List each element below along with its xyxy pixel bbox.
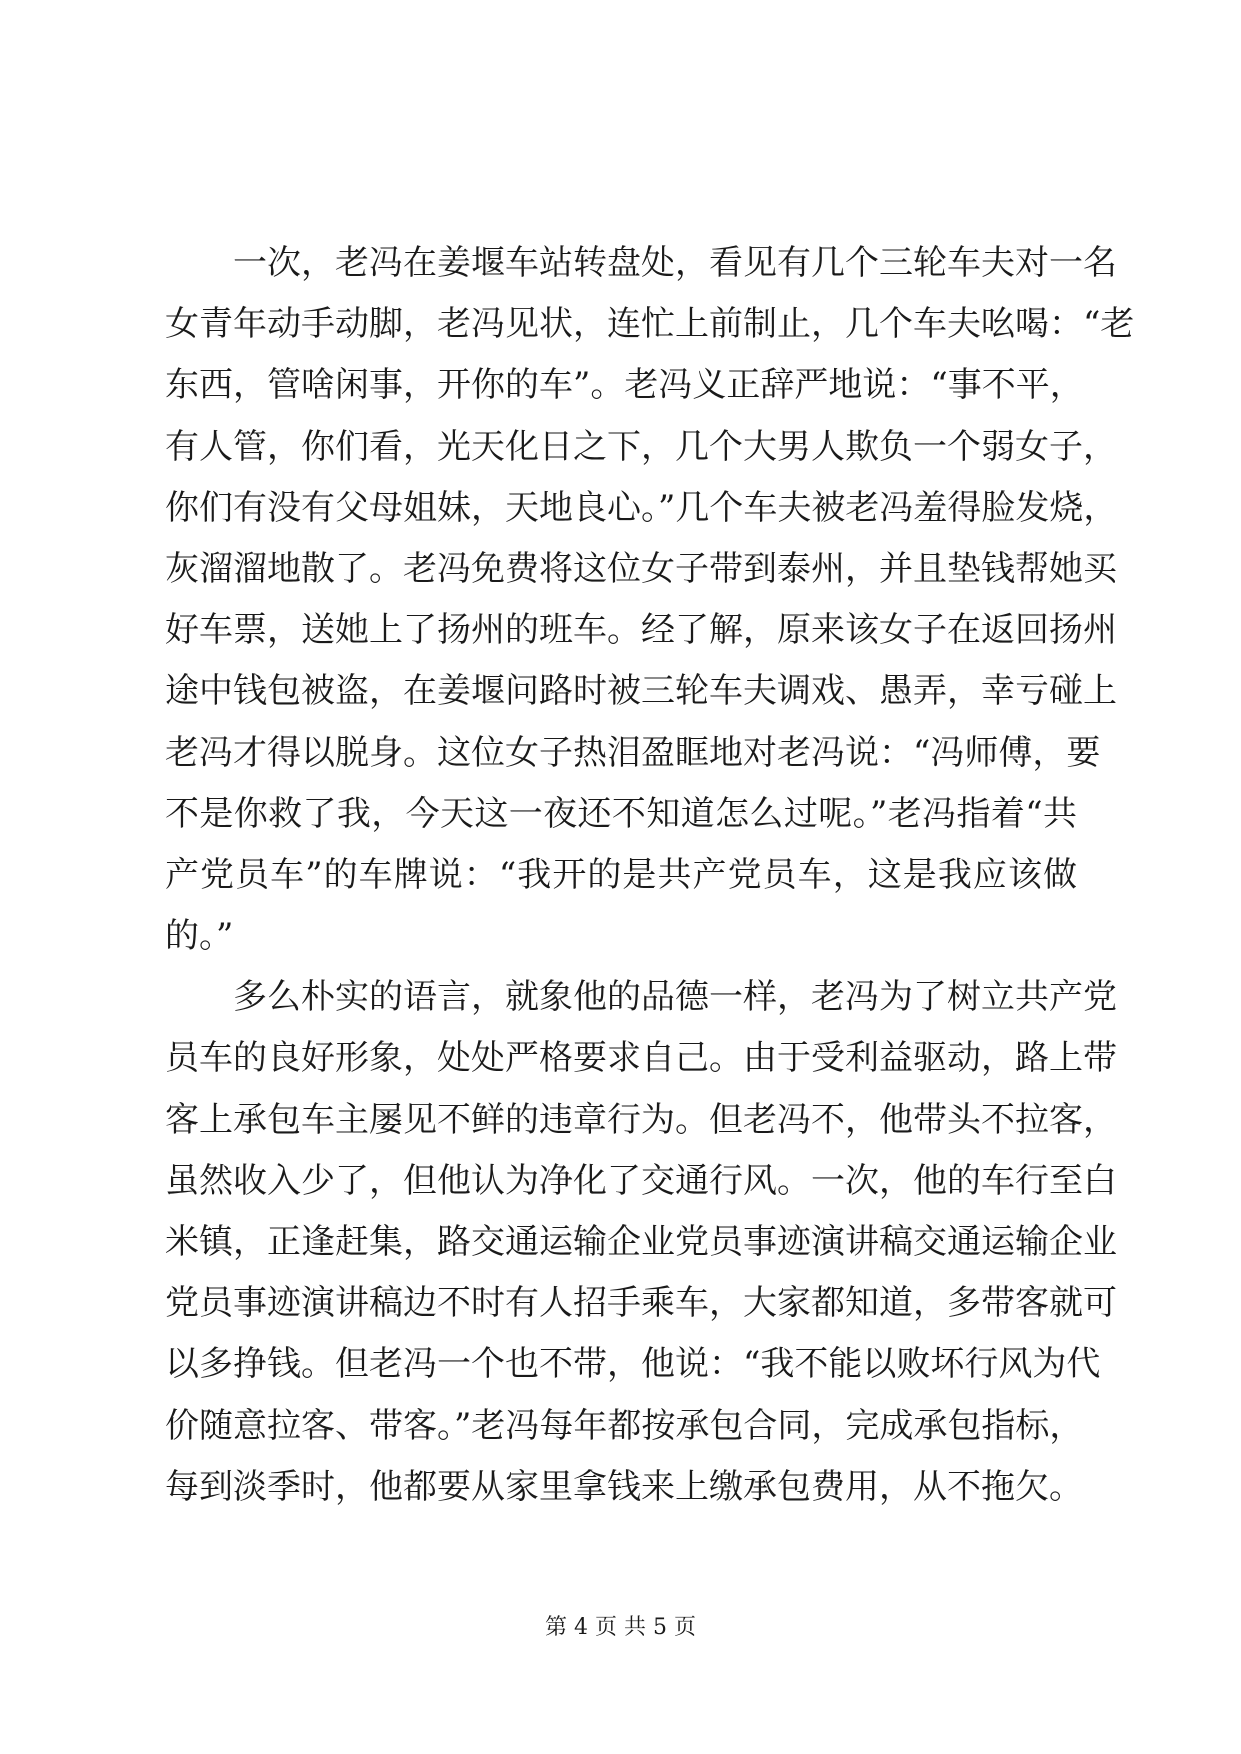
paragraph-1-line-10: 不是你救了我，今天这一夜还不知道怎么过呢。”老冯指着“共 [165,793,1077,834]
paragraph-1-line-8: 途中钱包被盗，在姜堰问路时被三轮车夫调戏、愚弄，幸亏碰上 [165,671,1117,712]
paragraph-2-line-4: 虽然收入少了，但他认为净化了交通行风。一次，他的车行至白 [165,1160,1117,1201]
paragraph-1-line-9: 老冯才得以脱身。这位女子热泪盈眶地对老冯说：“冯师傅，要 [165,732,1101,773]
paragraph-2-line-5: 米镇，正逢赶集，路交通运输企业党员事迹演讲稿交通运输企业 [165,1222,1117,1262]
paragraph-1-line-11: 产党员车”的车牌说：“我开的是共产党员车，这是我应该做 [165,854,1077,895]
paragraph-2-line-1: 多么朴实的语言，就象他的品德一样，老冯为了树立共产党 [233,977,1117,1018]
paragraph-1 [165,233,1135,967]
paragraph-2-line-3: 客上承包车主屡见不鲜的违章行为。但老冯不，他带头不拉客， [165,1099,1117,1140]
paragraph-2-line-8: 价随意拉客、带客。”老冯每年都按承包合同，完成承包指标， [165,1405,1084,1446]
paragraph-1-line-6: 灰溜溜地散了。老冯免费将这位女子带到泰州，并且垫钱帮她买 [165,548,1117,589]
paragraph-2-line-9: 每到淡季时，他都要从家里拿钱来上缴承包费用，从不拖欠。 [165,1466,1083,1507]
body-text [165,233,1135,1518]
paragraph-1-line-5: 你们有没有父母姐妹，天地良心。”几个车夫被老冯羞得脸发烧， [165,487,1118,528]
paragraph-1-line-7: 好车票，送她上了扬州的班车。经了解，原来该女子在返回扬州 [165,610,1117,651]
paragraph-1-line-12: 的。” [165,916,234,957]
paragraph-2 [165,967,1117,1518]
paragraph-2-line-7: 以多挣钱。但老冯一个也不带，他说：“我不能以败坏行风为代 [165,1344,1101,1385]
paragraph-1-line-1: 一次，老冯在姜堰车站转盘处，看见有几个三轮车夫对一名 [233,243,1117,283]
paragraph-2-line-6: 党员事迹演讲稿边不时有人招手乘车，大家都知道，多带客就可 [165,1283,1117,1324]
paragraph-1-line-2: 女青年动手动脚，老冯见状，连忙上前制止，几个车夫吆喝：“老 [165,304,1135,345]
page-footer: 第 4 页 共 5 页 [545,1615,696,1640]
paragraph-1-line-4: 有人管，你们看，光天化日之下，几个大男人欺负一个弱女子， [165,426,1117,467]
paragraph-1-line-3: 东西，管啥闲事，开你的车”。老冯义正辞严地说：“事不平， [165,365,1084,406]
paragraph-2-line-2: 员车的良好形象，处处严格要求自己。由于受利益驱动，路上带 [165,1038,1117,1079]
